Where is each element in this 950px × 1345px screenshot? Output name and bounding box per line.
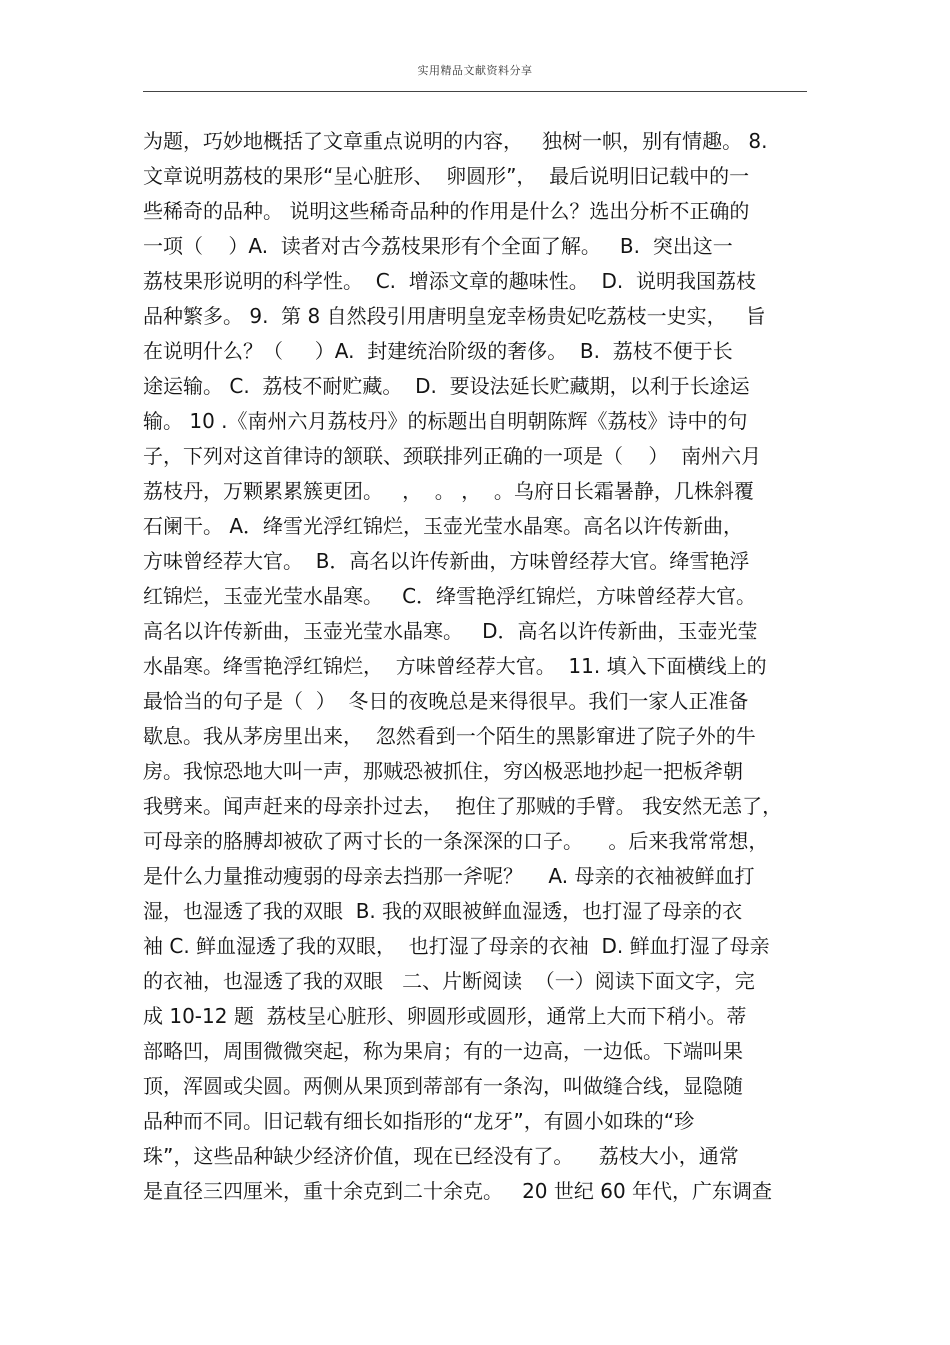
text-line: 湿，也湿透了我的双眼 B. 我的双眼被鲜血湿透，也打湿了母亲的衣 (143, 899, 743, 923)
text-line: 方味曾经荐大官。 B．高名以许传新曲，方味曾经荐大官。绛雪艳浮 (143, 549, 750, 573)
text-line: 荔枝丹，万颗累累簇更团。 ， 。 ， 。乌府日长霜暑静，几株斜覆 (143, 479, 754, 503)
text-line: 途运输。 C. 荔枝不耐贮藏。 D. 要设法延长贮藏期，以利于长途运 (143, 374, 750, 398)
text-line: 歇息。我从茅房里出来， 忽然看到一个陌生的黑影窜进了院子外的牛 (143, 724, 756, 748)
text-line: 顶，浑圆或尖圆。两侧从果顶到蒂部有一条沟，叫做缝合线，显隐随 (143, 1074, 743, 1098)
text-line: 水晶寒。绛雪艳浮红锦烂， 方味曾经荐大官。 11. 填入下面横线上的 (143, 654, 767, 678)
text-line: 高名以许传新曲，玉壶光莹水晶寒。 D．高名以许传新曲，玉壶光莹 (143, 619, 758, 643)
header-divider (143, 91, 807, 92)
text-line: 在说明什么？（ ）A. 封建统治阶级的奢侈。 B. 荔枝不便于长 (143, 339, 733, 363)
text-line: 为题，巧妙地概括了文章重点说明的内容， 独树一帜，别有情趣。 8. (143, 129, 768, 153)
page-header: 实用精品文献资料分享 (417, 64, 533, 77)
text-line: 袖 C. 鲜血湿透了我的双眼， 也打湿了母亲的衣袖 D. 鲜血打湿了母亲 (143, 934, 770, 958)
text-line: 些稀奇的品种。 说明这些稀奇品种的作用是什么？选出分析不正确的 (143, 199, 750, 223)
text-line: 石阑干。 A．绛雪光浮红锦烂，玉壶光莹水晶寒。高名以许传新曲， (143, 514, 744, 538)
text-line: 输。 10 .《南州六月荔枝丹》的标题出自明朝陈辉《荔枝》诗中的句 (143, 409, 748, 433)
text-line: 可母亲的胳膊却被砍了两寸长的一条深深的口子。 。后来我常常想， (143, 829, 769, 853)
text-line: 文章说明荔枝的果形“呈心脏形、 卵圆形”， 最后说明旧记载中的一 (143, 164, 750, 188)
text-line: 房。我惊恐地大叫一声，那贼恐被抓住，穷凶极恶地抄起一把板斧朝 (143, 759, 743, 783)
text-line: 品种而不同。旧记载有细长如指形的“龙牙”，有圆小如珠的“珍 (143, 1109, 695, 1133)
text-line: 的衣袖，也湿透了我的双眼 二、片断阅读 （一）阅读下面文字，完 (143, 969, 755, 993)
text-line: 子，下列对这首律诗的颔联、颈联排列正确的一项是（ ） 南州六月 (143, 444, 762, 468)
text-line: 一项（ ）A. 读者对古今荔枝果形有个全面了解。 B. 突出这一 (143, 234, 733, 258)
text-line: 红锦烂，玉壶光莹水晶寒。 C．绛雪艳浮红锦烂，方味曾经荐大官。 (143, 584, 757, 608)
text-line: 是直径三四厘米，重十余克到二十余克。 20 世纪 60 年代，广东调查 (143, 1179, 773, 1203)
text-line: 最恰当的句子是（ ） 冬日的夜晚总是来得很早。我们一家人正准备 (143, 689, 749, 713)
text-line: 我劈来。闻声赶来的母亲扑过去， 抱住了那贼的手臂。 我安然无恙了， (143, 794, 783, 818)
text-line: 成 10-12 题 荔枝呈心脏形、卵圆形或圆形，通常上大而下稍小。蒂 (143, 1004, 747, 1028)
text-line: 是什么力量推动瘦弱的母亲去挡那一斧呢？ A. 母亲的衣袖被鲜血打 (143, 864, 755, 888)
text-line: 荔枝果形说明的科学性。 C. 增添文章的趣味性。 D. 说明我国荔枝 (143, 269, 756, 293)
text-line: 珠”，这些品种缺少经济价值，现在已经没有了。 荔枝大小，通常 (143, 1144, 739, 1168)
document-body (143, 124, 807, 1209)
text-line: 部略凹，周围微微突起，称为果肩；有的一边高，一边低。下端叫果 (143, 1039, 743, 1063)
text-line: 品种繁多。 9. 第 8 自然段引用唐明皇宠幸杨贵妃吃荔枝一史实， 旨 (143, 304, 766, 328)
